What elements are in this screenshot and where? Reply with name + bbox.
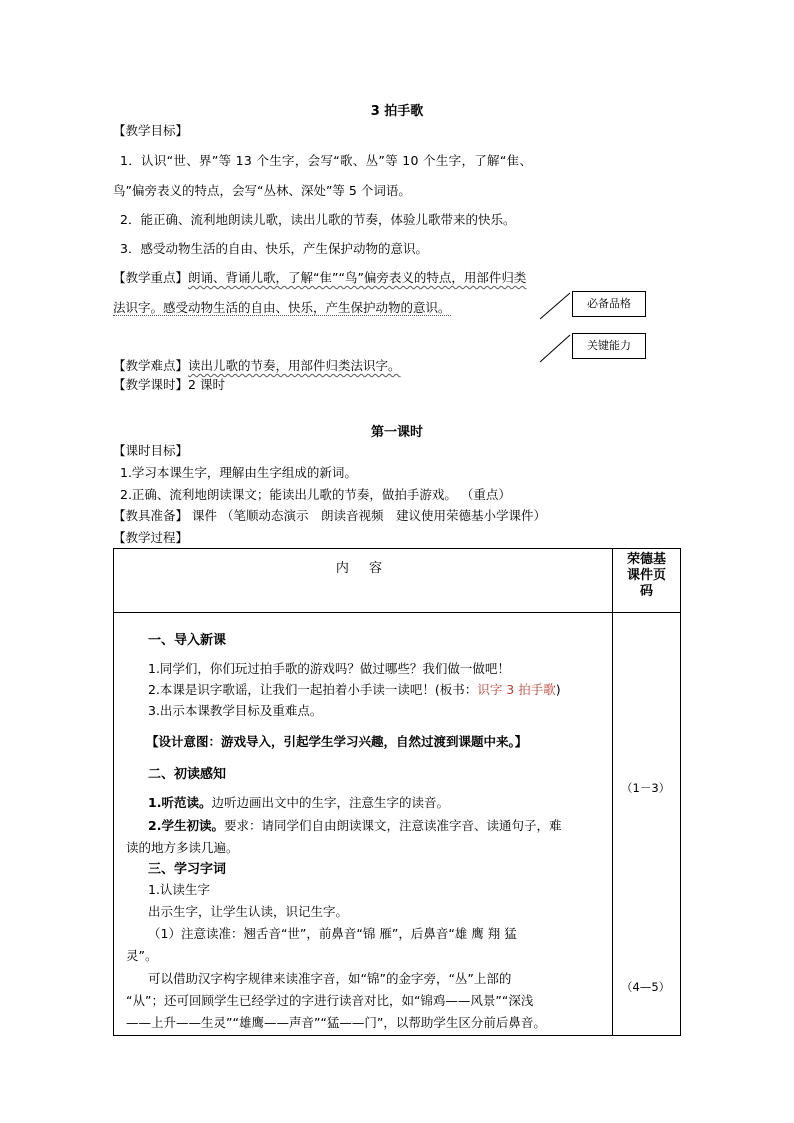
hours-text: 2 课时 [188, 377, 225, 392]
key-points-text-2: 法识字。感受动物生活的自由、快乐，产生保护动物的意识。 [113, 300, 451, 315]
period-title: 第一课时 [370, 425, 423, 440]
callout-line-1 [540, 293, 570, 319]
goal-line-1: 1．认识“世、界”等 13 个生字，会写“歌、丛”等 10 个生字，了解“隹、 [120, 153, 533, 168]
goal-line-2: 鸟”偏旁表义的特点，会写“丛林、深处”等 5 个词语。 [113, 183, 411, 198]
s2-item-2 [148, 816, 561, 834]
section-3-heading: 三、学习字词 [148, 862, 227, 877]
s1-item-2-text: 2.本课是识字歌谣，让我们一起拍着小手读一读吧！(板书： [148, 682, 478, 697]
section-1-heading: 一、导入新课 [148, 633, 227, 648]
header-page-ref [613, 549, 681, 613]
s3-p2-line-2: “从”；还可回顾学生已经学过的字进行读音对比，如“锦鸡——风景”“深浅 [126, 993, 534, 1008]
s3-item-1: 1.认读生字 [148, 882, 210, 897]
s3-item-1b: 出示生字，让学生认读，识记生字。 [148, 904, 349, 919]
lesson-title: 3 拍手歌 [370, 104, 424, 119]
period-goal-2: 2.正确、流利地朗读课文；能读出儿歌的节奏，做拍手游戏。 （重点） [120, 487, 511, 502]
callout-guanjian-nengli: 关键能力 [572, 333, 646, 359]
page-ref-cell [613, 613, 681, 1036]
s3-p2-line-1: 可以借助汉字构字规律来读准字音，如“锦”的金字旁，“丛”上部的 [148, 971, 512, 986]
s1-item-2 [148, 680, 561, 698]
goal-line-3: 2．能正确、流利地朗读儿歌，读出儿歌的节奏，体验儿歌带来的快乐。 [120, 212, 516, 227]
design-intent: 【设计意图：游戏导入，引起学生学习兴趣，自然过渡到课题中来。】 [146, 734, 528, 749]
hours-line [113, 375, 225, 393]
header-content: 内 容 [114, 549, 613, 613]
s1-item-1: 1.同学们，你们玩过拍手歌的游戏吗？做过哪些？我们做一做吧！ [148, 661, 510, 676]
s2-item-2-label: 2.学生初读。 [148, 818, 224, 833]
header-page-ref-line-1: 荣德基 [626, 552, 666, 567]
s2-item-2-cont: 读的地方多读几遍。 [126, 840, 239, 855]
table-body-row [114, 613, 681, 1036]
period-goals-heading: 【课时目标】 [113, 443, 189, 458]
process-table [113, 548, 681, 1036]
s3-p1-line-2: 灵”。 [126, 948, 158, 963]
header-page-ref-line-2: 课件页 [626, 568, 666, 583]
section-2-heading: 二、初读感知 [148, 767, 227, 782]
content-cell [114, 613, 613, 1036]
goals-heading: 【教学目标】 [113, 123, 189, 138]
process-heading: 【教学过程】 [113, 530, 189, 545]
s3-p2-line-3: ——上升——生灵”“雄鹰——声音”“猛——门”，以帮助学生区分前后鼻音。 [126, 1015, 546, 1030]
s1-item-3: 3.出示本课教学目标及重难点。 [148, 703, 323, 718]
table-header-row [114, 549, 681, 613]
s2-item-2-text: 要求：请同学们自由朗读课文，注意读准字音、读通句子，难 [223, 818, 562, 833]
key-points-label: 【教学重点】 [113, 270, 189, 285]
prep-line: 【教具准备】 课件 （笔顺动态演示 朗读音视频 建议使用荣德基小学课件） [113, 508, 546, 523]
period-goal-1: 1.学习本课生字，理解由生字组成的新词。 [120, 465, 357, 480]
hours-label: 【教学课时】 [113, 377, 189, 392]
s1-item-2-close: ) [555, 682, 561, 697]
page-ref-2: （4—5） [621, 980, 671, 994]
key-points-text-1: 朗诵、背诵儿歌，了解“隹”“鸟”偏旁表义的特点，用部件归类 [188, 270, 527, 285]
callout-bibei-pinge: 必备品格 [572, 291, 646, 317]
s2-item-1-label: 1.听范读。 [148, 795, 212, 810]
goal-line-4: 3．感受动物生活的自由、快乐，产生保护动物的意识。 [120, 241, 428, 256]
difficulty-label: 【教学难点】 [113, 358, 189, 373]
s2-item-1-text: 边听边画出文中的生字，注意生字的读音。 [211, 795, 449, 810]
s3-p1-line-1: （1）注意读准：翘舌音“世”，前鼻音“锦 雁”，后鼻音“雄 鹰 翔 猛 [148, 926, 517, 941]
header-page-ref-line-3: 码 [639, 584, 653, 599]
difficulty-text: 读出儿歌的节奏，用部件归类法识字。 [188, 358, 401, 373]
page-ref-1: （1－3） [621, 781, 671, 795]
s1-board-text: 识字 3 拍手歌 [477, 682, 556, 697]
callout-line-2 [540, 335, 570, 362]
difficulty-line [113, 356, 401, 374]
s2-item-1 [148, 793, 449, 811]
